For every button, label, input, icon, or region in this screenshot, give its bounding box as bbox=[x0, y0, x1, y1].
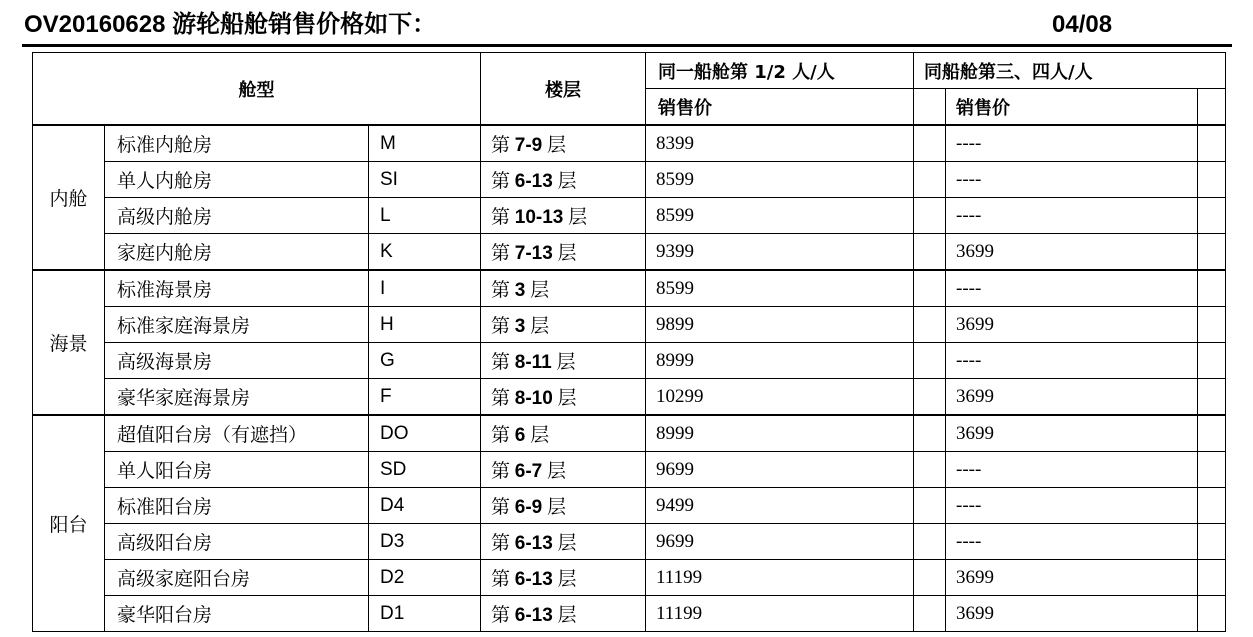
floor-cell bbox=[481, 524, 646, 560]
edge-cell bbox=[1198, 270, 1226, 307]
table-row bbox=[33, 198, 1226, 234]
floor-suffix: 层 bbox=[552, 605, 577, 626]
room-name: 高级家庭阳台房 bbox=[105, 560, 369, 596]
gap-cell bbox=[914, 524, 946, 560]
price-pax34: ---- bbox=[946, 162, 1198, 198]
price-pax12: 11199 bbox=[646, 560, 914, 596]
table-row bbox=[33, 307, 1226, 343]
room-code: D1 bbox=[369, 596, 481, 632]
floor-suffix: 层 bbox=[542, 135, 566, 156]
edge-cell bbox=[1198, 452, 1226, 488]
header-gap bbox=[914, 89, 946, 126]
price-pax12: 8999 bbox=[646, 343, 914, 379]
room-name: 家庭内舱房 bbox=[105, 234, 369, 271]
floor-cell bbox=[481, 234, 646, 271]
floor-range: 8-10 bbox=[514, 388, 553, 409]
price-pax12: 9499 bbox=[646, 488, 914, 524]
price-pax34: ---- bbox=[946, 270, 1198, 307]
floor-suffix: 层 bbox=[552, 243, 577, 264]
edge-cell bbox=[1198, 343, 1226, 379]
price-pax34: 3699 bbox=[946, 596, 1198, 632]
floor-cell bbox=[481, 270, 646, 307]
table-row bbox=[33, 270, 1226, 307]
floor-prefix: 第 bbox=[491, 425, 515, 446]
floor-prefix: 第 bbox=[491, 388, 515, 409]
floor-range: 6-9 bbox=[514, 497, 543, 518]
room-name: 标准内舱房 bbox=[105, 125, 369, 162]
floor-suffix: 层 bbox=[542, 461, 566, 482]
table-row bbox=[33, 415, 1226, 452]
table-row bbox=[33, 234, 1226, 271]
room-code: DO bbox=[369, 415, 481, 452]
floor-suffix: 层 bbox=[552, 569, 577, 590]
gap-cell bbox=[914, 307, 946, 343]
gap-cell bbox=[914, 379, 946, 416]
floor-range: 6-13 bbox=[514, 569, 553, 590]
room-code: I bbox=[369, 270, 481, 307]
price-table bbox=[32, 52, 1226, 632]
floor-prefix: 第 bbox=[491, 497, 515, 518]
edge-cell bbox=[1198, 415, 1226, 452]
floor-suffix: 层 bbox=[563, 207, 588, 228]
room-code: D4 bbox=[369, 488, 481, 524]
price-pax34: 3699 bbox=[946, 379, 1198, 416]
room-name: 高级海景房 bbox=[105, 343, 369, 379]
room-name: 单人阳台房 bbox=[105, 452, 369, 488]
floor-prefix: 第 bbox=[491, 316, 515, 337]
table-row bbox=[33, 596, 1226, 632]
floor-range: 6-13 bbox=[514, 533, 553, 554]
floor-prefix: 第 bbox=[491, 569, 515, 590]
table-row bbox=[33, 125, 1226, 162]
edge-cell bbox=[1198, 198, 1226, 234]
price-pax12: 8599 bbox=[646, 270, 914, 307]
floor-cell bbox=[481, 596, 646, 632]
floor-suffix: 层 bbox=[525, 280, 550, 301]
floor-range: 10-13 bbox=[514, 207, 564, 228]
room-code: F bbox=[369, 379, 481, 416]
room-name: 高级内舱房 bbox=[105, 198, 369, 234]
room-name: 高级阳台房 bbox=[105, 524, 369, 560]
edge-cell bbox=[1198, 307, 1226, 343]
floor-cell bbox=[481, 343, 646, 379]
table-row bbox=[33, 379, 1226, 416]
table-body bbox=[33, 125, 1226, 632]
floor-cell bbox=[481, 379, 646, 416]
floor-suffix: 层 bbox=[525, 425, 550, 446]
room-code: M bbox=[369, 125, 481, 162]
floor-prefix: 第 bbox=[491, 533, 515, 554]
price-pax34: ---- bbox=[946, 198, 1198, 234]
price-pax34: ---- bbox=[946, 488, 1198, 524]
header-cabin-type: 舱型 bbox=[33, 53, 481, 126]
table-row bbox=[33, 343, 1226, 379]
floor-suffix: 层 bbox=[542, 497, 566, 518]
room-code: D2 bbox=[369, 560, 481, 596]
floor-prefix: 第 bbox=[491, 207, 515, 228]
table-row bbox=[33, 452, 1226, 488]
room-name: 标准阳台房 bbox=[105, 488, 369, 524]
floor-range: 6-7 bbox=[514, 461, 543, 482]
header-sale-price-2: 销售价 bbox=[946, 89, 1198, 126]
floor-suffix: 层 bbox=[552, 171, 577, 192]
gap-cell bbox=[914, 452, 946, 488]
price-pax34: ---- bbox=[946, 343, 1198, 379]
price-pax12: 11199 bbox=[646, 596, 914, 632]
room-code: G bbox=[369, 343, 481, 379]
room-code: H bbox=[369, 307, 481, 343]
floor-cell bbox=[481, 452, 646, 488]
table-row bbox=[33, 162, 1226, 198]
room-code: SI bbox=[369, 162, 481, 198]
floor-cell bbox=[481, 307, 646, 343]
edge-cell bbox=[1198, 379, 1226, 416]
header-edge bbox=[1198, 89, 1226, 126]
floor-prefix: 第 bbox=[491, 352, 515, 373]
edge-cell bbox=[1198, 162, 1226, 198]
floor-prefix: 第 bbox=[491, 461, 515, 482]
group-label: 内舱 bbox=[33, 125, 105, 270]
floor-range: 3 bbox=[514, 280, 526, 301]
price-pax12: 10299 bbox=[646, 379, 914, 416]
room-code: K bbox=[369, 234, 481, 271]
floor-prefix: 第 bbox=[491, 135, 515, 156]
room-code: D3 bbox=[369, 524, 481, 560]
room-code: SD bbox=[369, 452, 481, 488]
table-row bbox=[33, 488, 1226, 524]
title-underline bbox=[22, 44, 1232, 47]
price-pax12: 9899 bbox=[646, 307, 914, 343]
gap-cell bbox=[914, 343, 946, 379]
floor-range: 3 bbox=[514, 316, 526, 337]
floor-range: 6-13 bbox=[514, 171, 553, 192]
gap-cell bbox=[914, 488, 946, 524]
room-name: 标准海景房 bbox=[105, 270, 369, 307]
gap-cell bbox=[914, 162, 946, 198]
gap-cell bbox=[914, 596, 946, 632]
floor-suffix: 层 bbox=[551, 352, 576, 373]
gap-cell bbox=[914, 560, 946, 596]
price-pax12: 8599 bbox=[646, 162, 914, 198]
price-pax34: 3699 bbox=[946, 234, 1198, 271]
price-pax12: 8399 bbox=[646, 125, 914, 162]
price-pax34: 3699 bbox=[946, 307, 1198, 343]
floor-cell bbox=[481, 415, 646, 452]
floor-prefix: 第 bbox=[491, 171, 515, 192]
floor-cell bbox=[481, 560, 646, 596]
floor-range: 6-13 bbox=[514, 605, 553, 626]
floor-suffix: 层 bbox=[552, 388, 577, 409]
gap-cell bbox=[914, 198, 946, 234]
floor-prefix: 第 bbox=[491, 605, 515, 626]
gap-cell bbox=[914, 270, 946, 307]
gap-cell bbox=[914, 415, 946, 452]
group-label: 阳台 bbox=[33, 415, 105, 632]
room-code: L bbox=[369, 198, 481, 234]
edge-cell bbox=[1198, 488, 1226, 524]
table-row bbox=[33, 560, 1226, 596]
room-name: 单人内舱房 bbox=[105, 162, 369, 198]
floor-range: 7-9 bbox=[514, 135, 543, 156]
price-pax12: 9399 bbox=[646, 234, 914, 271]
floor-suffix: 层 bbox=[552, 533, 577, 554]
floor-cell bbox=[481, 488, 646, 524]
header-floor: 楼层 bbox=[481, 53, 646, 126]
header-sale-price-1: 销售价 bbox=[646, 89, 914, 126]
price-pax12: 9699 bbox=[646, 452, 914, 488]
room-name: 豪华阳台房 bbox=[105, 596, 369, 632]
group-label: 海景 bbox=[33, 270, 105, 415]
edge-cell bbox=[1198, 234, 1226, 271]
price-pax12: 8599 bbox=[646, 198, 914, 234]
floor-prefix: 第 bbox=[491, 280, 515, 301]
room-name: 豪华家庭海景房 bbox=[105, 379, 369, 416]
floor-range: 7-13 bbox=[514, 243, 553, 264]
price-pax34: ---- bbox=[946, 524, 1198, 560]
price-pax12: 8999 bbox=[646, 415, 914, 452]
floor-range: 6 bbox=[514, 425, 526, 446]
edge-cell bbox=[1198, 596, 1226, 632]
price-pax34: 3699 bbox=[946, 560, 1198, 596]
price-pax12: 9699 bbox=[646, 524, 914, 560]
document-title: OV20160628 游轮船舱销售价格如下： bbox=[24, 11, 437, 38]
price-pax34: ---- bbox=[946, 452, 1198, 488]
document-date: 04/08 bbox=[1052, 11, 1113, 38]
header-pax34: 同船舱第三、四人/人 bbox=[914, 53, 1226, 89]
header-pax12: 同一船舱第 1/2 人/人 bbox=[646, 53, 914, 89]
floor-prefix: 第 bbox=[491, 243, 515, 264]
floor-cell bbox=[481, 125, 646, 162]
floor-cell bbox=[481, 162, 646, 198]
room-name: 标准家庭海景房 bbox=[105, 307, 369, 343]
table-header bbox=[33, 53, 1226, 126]
table-row bbox=[33, 524, 1226, 560]
gap-cell bbox=[914, 234, 946, 271]
price-pax34: ---- bbox=[946, 125, 1198, 162]
floor-range: 8-11 bbox=[514, 352, 552, 373]
gap-cell bbox=[914, 125, 946, 162]
edge-cell bbox=[1198, 560, 1226, 596]
floor-cell bbox=[481, 198, 646, 234]
floor-suffix: 层 bbox=[525, 316, 550, 337]
edge-cell bbox=[1198, 524, 1226, 560]
edge-cell bbox=[1198, 125, 1226, 162]
price-pax34: 3699 bbox=[946, 415, 1198, 452]
room-name: 超值阳台房（有遮挡） bbox=[105, 415, 369, 452]
